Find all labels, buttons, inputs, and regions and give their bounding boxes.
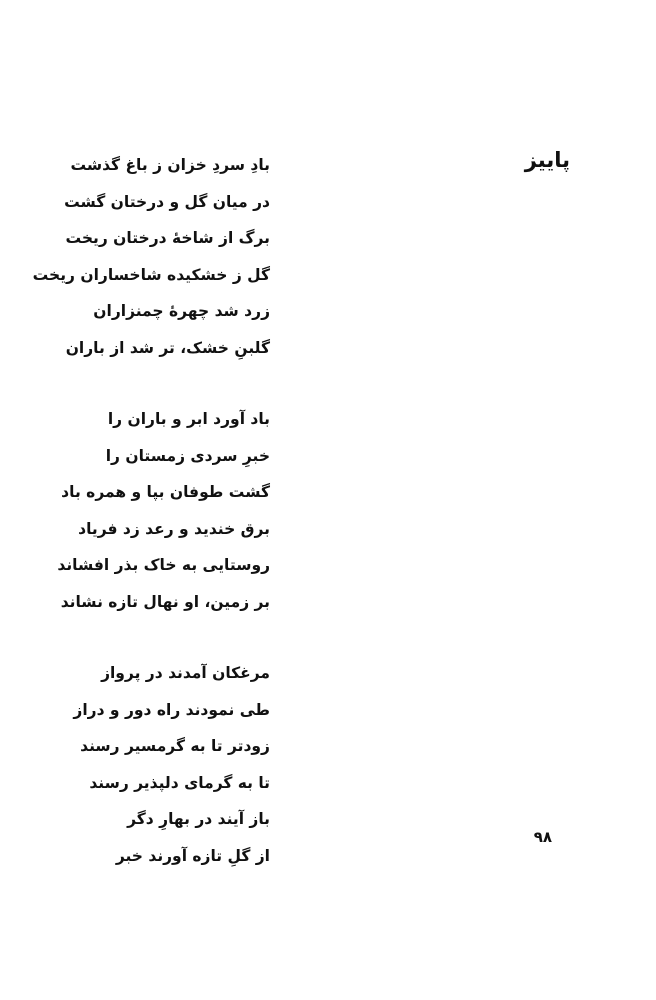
stanza-3 <box>30 655 270 874</box>
poem-line: باز آیند در بهارِ دگر <box>127 810 270 828</box>
stanza-1 <box>30 147 270 366</box>
poem-line: تا به گرمای دلپذیر رسند <box>89 773 270 792</box>
poem-line: خبرِ سردی زمستان را <box>105 446 270 465</box>
poem-line: برق خندید و رعد زد فریاد <box>78 519 270 538</box>
poem-line: طی نمودند راه دور و دراز <box>73 700 270 719</box>
poem-line: مرغکان آمدند در پرواز <box>101 664 270 682</box>
poem-line: در میان گل و درختان گشت <box>64 192 270 211</box>
poem-body <box>30 147 270 909</box>
poem-title: پاییز <box>524 148 570 172</box>
poem-line: روستایی به خاک بذر افشاند <box>57 556 270 574</box>
poem-line: گل ز خشکیده شاخساران ریخت <box>32 265 270 284</box>
stanza-2 <box>30 401 270 620</box>
poem-line: گلبنِ خشک، تر شد از باران <box>65 338 270 357</box>
poem-line: زودتر تا به گرمسیر رسند <box>80 737 270 755</box>
poem-line: زرد شد چهرهٔ چمنزاران <box>93 302 270 320</box>
poem-line: برگ از شاخهٔ درختان ریخت <box>65 229 270 247</box>
poem-line: بر زمین، او نهال تازه نشاند <box>60 592 270 611</box>
poem-line: باد آورد ابر و باران را <box>107 410 270 428</box>
poem-line: گشت طوفان بپا و همره باد <box>61 483 270 501</box>
poem-line: بادِ سردِ خزان ز باغ گذشت <box>70 156 270 174</box>
page-number: ۹۸ <box>533 828 552 846</box>
poem-line: از گلِ تازه آورند خبر <box>115 846 270 865</box>
